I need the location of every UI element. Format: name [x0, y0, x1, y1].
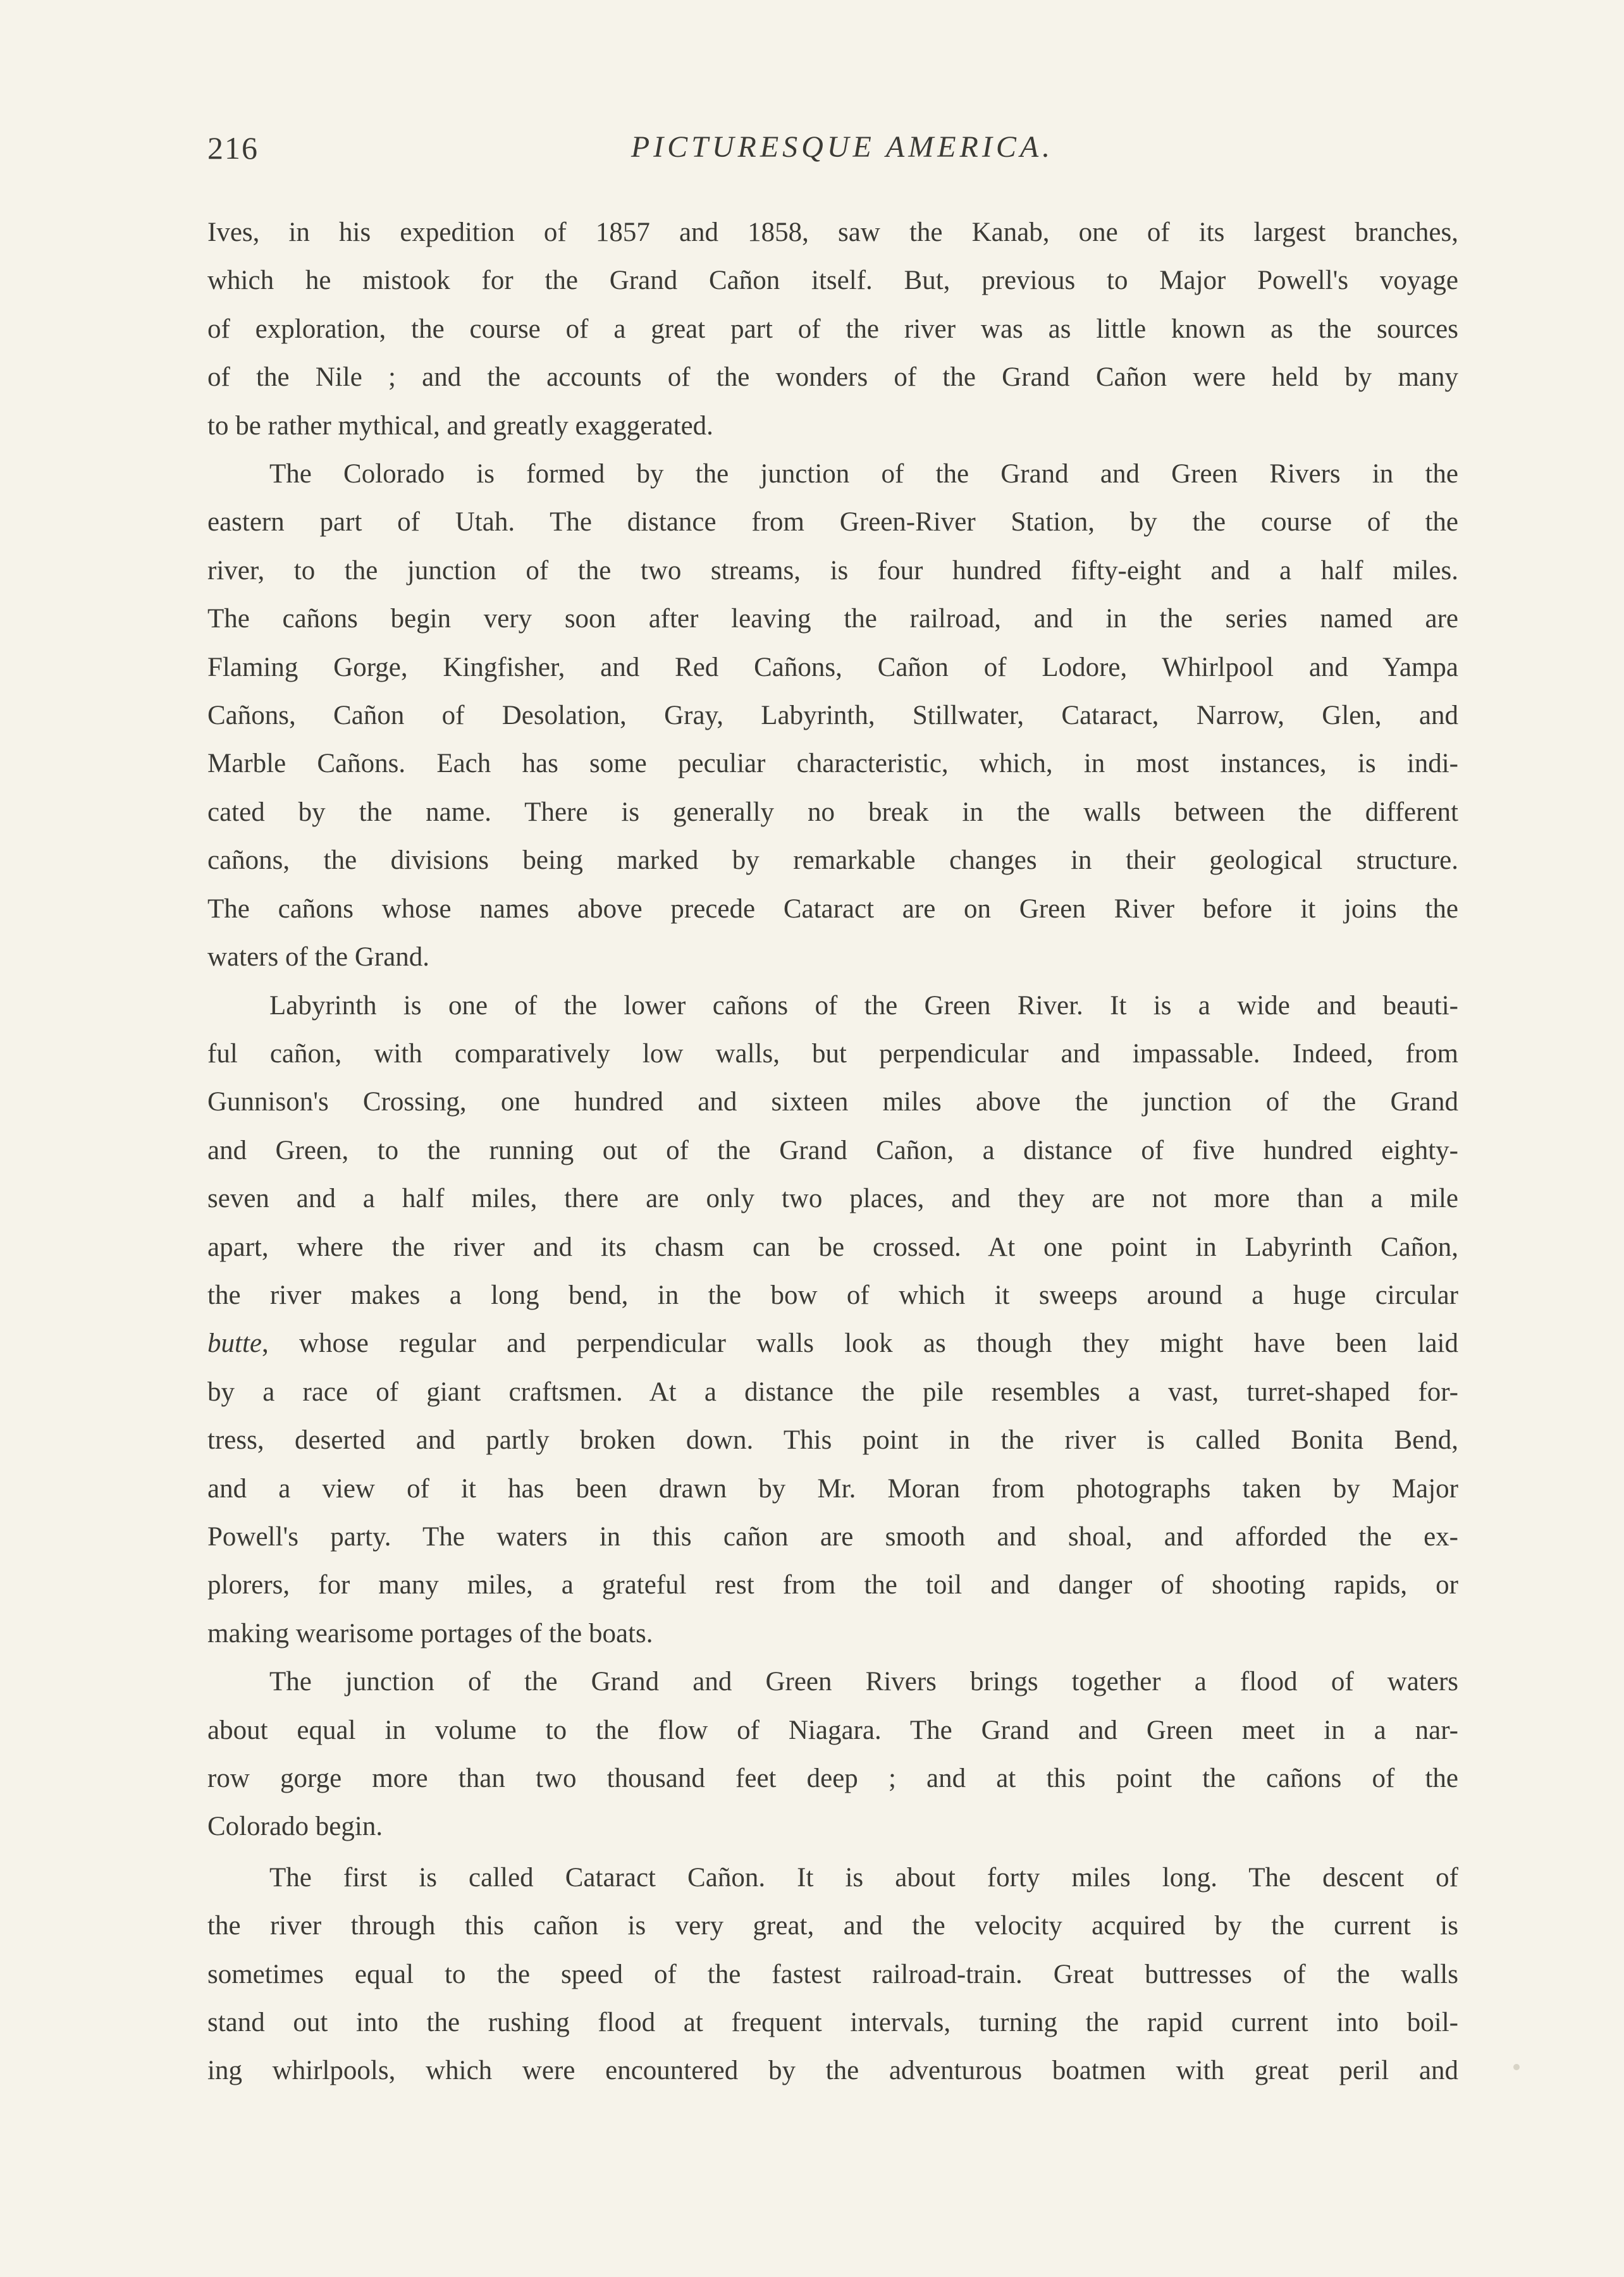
running-title: PICTURESQUE AMERICA.: [631, 130, 1054, 164]
italic-word: butte: [207, 1329, 262, 1359]
text-line: by a race of giant craftsmen. At a distance the pile resembles a vast, turret-shaped for-: [207, 1377, 1458, 1407]
text-line: and Green, to the running out of the Grand Cañon, a distance of five hundred eighty-: [207, 1135, 1458, 1165]
text-line: apart, where the river and its chasm can be crossed. At one point in Labyrinth Cañon,: [207, 1232, 1458, 1262]
text-line: of the Nile ; and the accounts of the wonders of the Grand Cañon were held by many: [207, 362, 1458, 393]
page-header: [207, 130, 1458, 180]
text-line: which he mistook for the Grand Cañon itself. But, previous to Major Powell's voyage: [207, 266, 1458, 296]
text-line: the river through this cañon is very great, and the velocity acquired by the current is: [207, 1911, 1458, 1941]
text-line: The junction of the Grand and Green Rivers brings together a flood of waters: [269, 1667, 1458, 1697]
text-line: Marble Cañons. Each has some peculiar characteristic, which, in most instances, is indi-: [207, 749, 1458, 779]
text-line: Ives, in his expedition of 1857 and 1858, saw the Kanab, one of its largest branches,: [207, 218, 1458, 247]
text-line-rest: , whose regular and perpendicular walls look as though they might have been laid: [261, 1329, 1458, 1359]
text-line: sometimes equal to the speed of the fastest railroad-train. Great buttresses of the walls: [207, 1959, 1458, 1989]
text-line: row gorge more than two thousand feet deep ; and at this point the cañons of the: [207, 1764, 1458, 1793]
text-line: about equal in volume to the flow of Niagara. The Grand and Green meet in a nar-: [207, 1715, 1458, 1745]
text-line: eastern part of Utah. The distance from Green-River Station, by the course of the: [207, 507, 1458, 537]
text-line: waters of the Grand.: [207, 942, 430, 973]
text-line: The Colorado is formed by the junction of the Grand and Green Rivers in the: [269, 459, 1458, 489]
text-line: ing whirlpools, which were encountered by the adventurous boatmen with great peril and: [207, 2056, 1458, 2086]
text-line: Gunnison's Crossing, one hundred and sixteen miles above the junction of the Grand: [207, 1087, 1458, 1117]
text-line: the river makes a long bend, in the bow of which it sweeps around a huge circular: [207, 1280, 1458, 1310]
text-line: stand out into the rushing flood at frequent intervals, turning the rapid current into boil-: [207, 2008, 1458, 2038]
text-line: tress, deserted and partly broken down. This point in the river is called Bonita Bend,: [207, 1425, 1458, 1456]
text-line: making wearisome portages of the boats.: [207, 1618, 653, 1648]
page-number: 216: [207, 130, 259, 166]
text-line: seven and a half miles, there are only two places, and they are not more than a mile: [207, 1184, 1458, 1214]
text-line: [207, 1320, 1458, 1368]
body-text: [207, 209, 1458, 2096]
paper-speck: [1513, 2064, 1520, 2070]
text-line: Flaming Gorge, Kingfisher, and Red Cañons, Cañon of Lodore, Whirlpool and Yampa: [207, 652, 1458, 682]
text-line: Colorado begin.: [207, 1812, 383, 1842]
text-line: The cañons whose names above precede Cataract are on Green River before it joins the: [207, 893, 1458, 924]
text-line: Labyrinth is one of the lower cañons of the Green River. It is a wide and beauti-: [269, 990, 1458, 1021]
text-line: ful cañon, with comparatively low walls, but perpendicular and impassable. Indeed, from: [207, 1038, 1458, 1069]
text-line: to be rather mythical, and greatly exaggerated.: [207, 410, 713, 441]
text-line: cated by the name. There is generally no break in the walls between the different: [207, 797, 1458, 827]
text-line: Powell's party. The waters in this cañon are smooth and shoal, and afforded the ex-: [207, 1521, 1458, 1552]
text-line: Cañons, Cañon of Desolation, Gray, Labyrinth, Stillwater, Cataract, Narrow, Glen, and: [207, 701, 1458, 731]
text-line: of exploration, the course of a great part of the river was as little known as the sources: [207, 314, 1458, 344]
text-line: river, to the junction of the two streams, is four hundred fifty-eight and a half miles.: [207, 555, 1458, 586]
text-line: The first is called Cataract Cañon. It is about forty miles long. The descent of: [269, 1862, 1458, 1893]
text-line: cañons, the divisions being marked by remarkable changes in their geological structure.: [207, 845, 1458, 876]
text-line: The cañons begin very soon after leaving the railroad, and in the series named are: [207, 604, 1458, 634]
text-line: plorers, for many miles, a grateful rest from the toil and danger of shooting rapids, or: [207, 1570, 1458, 1600]
text-line: and a view of it has been drawn by Mr. Moran from photographs taken by Major: [207, 1473, 1458, 1504]
